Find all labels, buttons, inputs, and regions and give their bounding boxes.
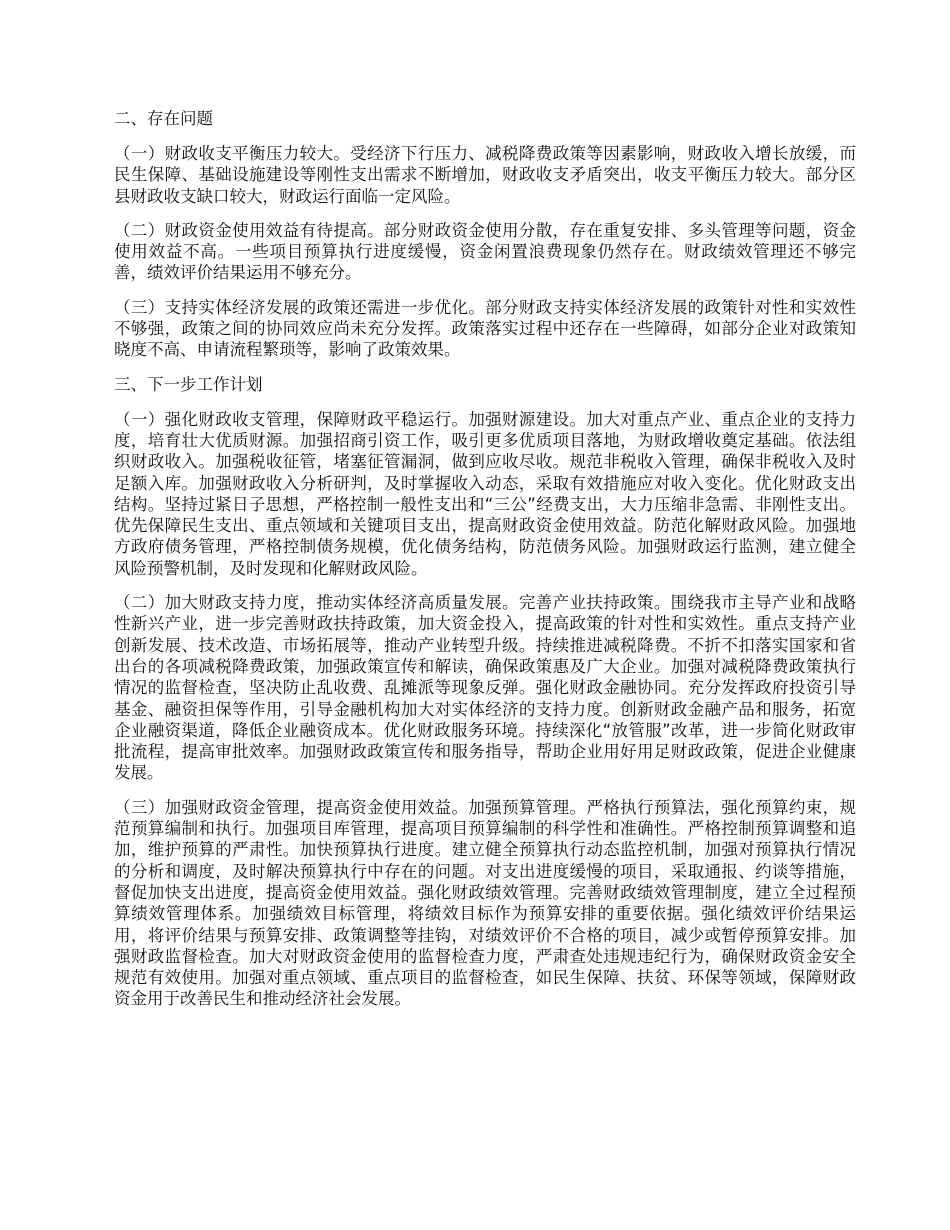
paragraph-plan-3: （三）加强财政资金管理，提高资金使用效益。加强预算管理。严格执行预算法，强化预算约束，规范预算编制和执行。加强项目库管理，提高项目预算编制的科学性和准确性。严格控制预算调整和追加，维护预算的严肃性。加快预算执行进度。建立健全预算执行动态监控机制，加强对预算执行情况的分析和调度，及时解决预算执行中存在的问题。对支出进度缓慢的项目，采取通报、约谈等措施，督促加快支出进度，提高资金使用效益。强化财政绩效管理。完善财政绩效管理制度，建立全过程预算绩效管理体系。加强绩效目标管理，将绩效目标作为预算安排的重要依据。强化绩效评价结果运用，将评价结果与预算安排、政策调整等挂钩，对绩效评价不合格的项目，减少或暂停预算安排。加强财政监督检查。加大对财政资金使用的监督检查力度，严肃查处违规违纪行为，确保财政资金安全规范有效使用。加强对重点领域、重点项目的监督检查，如民生保障、扶贫、环保等领域，保障财政资金用于改善民生和推动经济社会发展。: [114, 797, 856, 1009]
paragraph-problem-1: （一）财政收支平衡压力较大。受经济下行压力、减税降费政策等因素影响，财政收入增长放缓，而民生保障、基础设施建设等刚性支出需求不断增加，财政收支矛盾突出，收支平衡压力较大。部分区县财政收支缺口较大，财政运行面临一定风险。: [114, 144, 856, 206]
paragraph-plan-1: （一）强化财政收支管理，保障财政平稳运行。加强财源建设。加大对重点产业、重点企业的支持力度，培育壮大优质财源。加强招商引资工作，吸引更多优质项目落地，为财政增收奠定基础。依法组织财政收入。加强税收征管，堵塞征管漏洞，做到应收尽收。规范非税收入管理，确保非税收入及时足额入库。加强财政收入分析研判，及时掌握收入动态，采取有效措施应对收入变化。优化财政支出结构。坚持过紧日子思想，严格控制一般性支出和“三公”经费支出，大力压缩非急需、非刚性支出。优先保障民生支出、重点领域和关键项目支出，提高财政资金使用效益。防范化解财政风险。加强地方政府债务管理，严格控制债务规模，优化债务结构，防范债务风险。加强财政运行监测，建立健全风险预警机制，及时发现和化解财政风险。: [114, 409, 856, 578]
section-heading-next-steps: 三、下一步工作计划: [114, 374, 263, 394]
section-heading-problems: 二、存在问题: [114, 109, 213, 128]
paragraph-problem-2: （二）财政资金使用效益有待提高。部分财政资金使用分散，存在重复安排、多头管理等问题，资金使用效益不高。一些项目预算执行进度缓慢，资金闲置浪费现象仍然存在。财政绩效管理还不够完善，绩效评价结果运用不够充分。: [114, 220, 856, 283]
paragraph-problem-3: （三）支持实体经济发展的政策还需进一步优化。部分财政支持实体经济发展的政策针对性和实效性不够强，政策之间的协同效应尚未充分发挥。政策落实过程中还存在一些障碍，如部分企业对政策知晓度不高、申请流程繁琐等，影响了政策效果。: [114, 297, 856, 360]
document-body: [114, 108, 856, 1023]
paragraph-plan-2: （二）加大财政支持力度，推动实体经济高质量发展。完善产业扶持政策。围绕我市主导产业和战略性新兴产业，进一步完善财政扶持政策，加大资金投入，提高政策的针对性和实效性。重点支持产业创新发展、技术改造、市场拓展等，推动产业转型升级。持续推进减税降费。不折不扣落实国家和省出台的各项减税降费政策，加强政策宣传和解读，确保政策惠及广大企业。加强对减税降费政策执行情况的监督检查，坚决防止乱收费、乱摊派等现象反弹。强化财政金融协同。充分发挥政府投资引导基金、融资担保等作用，引导金融机构加大对实体经济的支持力度。创新财政金融产品和服务，拓宽企业融资渠道，降低企业融资成本。优化财政服务环境。持续深化“放管服”改革，进一步简化财政审批流程，提高审批效率。加强财政政策宣传和服务指导，帮助企业用好用足财政政策，促进企业健康发展。: [114, 593, 856, 783]
